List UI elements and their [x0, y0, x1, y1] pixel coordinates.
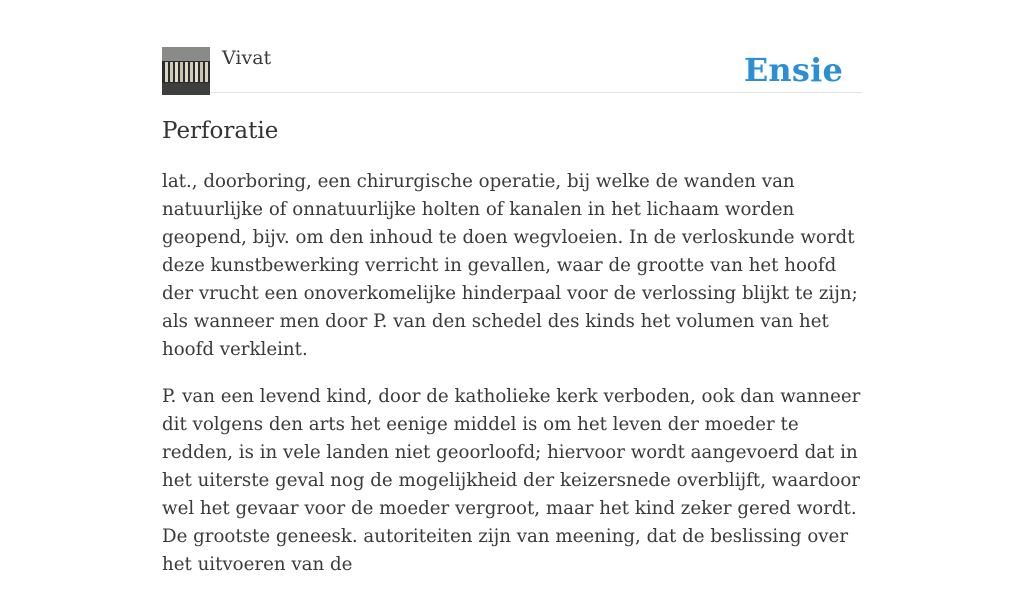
brand-logo[interactable]: Ensie — [743, 51, 843, 89]
source-name[interactable]: Vivat — [222, 47, 272, 69]
article-page — [162, 0, 862, 575]
page-title: Perforatie — [162, 118, 279, 144]
article-paragraph: P. van een levend kind, door de katholieke kerk verboden, ook dan wanneer dit volgens den arts het eenige middel is om het leven der moeder te redden, is in vele landen niet geoorloofd; hiervoor wordt aangevoerd dat in het uiterste geval nog de mogelijkheid der keizersnede overblijft, waardoor wel het gevaar voor de moeder vergroot, maar het kind zeker gered wordt. De grootste geneesk. autoriteiten zijn van meening, dat de beslissing over het uitvoeren van de — [162, 386, 861, 575]
header — [162, 47, 862, 93]
book-spines-avatar-icon[interactable] — [162, 47, 210, 95]
article-paragraph: lat., doorboring, een chirurgische operatie, bij welke de wanden van natuurlijke of onnatuurlijke holten of kanalen in het lichaam worden geopend, bijv. om den inhoud te doen wegvloeien. In de verloskunde wordt deze kunstbewerking verricht in gevallen, waar de grootte van het hoofd der vrucht een onoverkomelijke hinderpaal voor de verlossing blijkt te zijn; als wanneer men door P. van den schedel des kinds het volumen van het hoofd verkleint. — [162, 171, 858, 360]
article-body — [162, 168, 862, 598]
